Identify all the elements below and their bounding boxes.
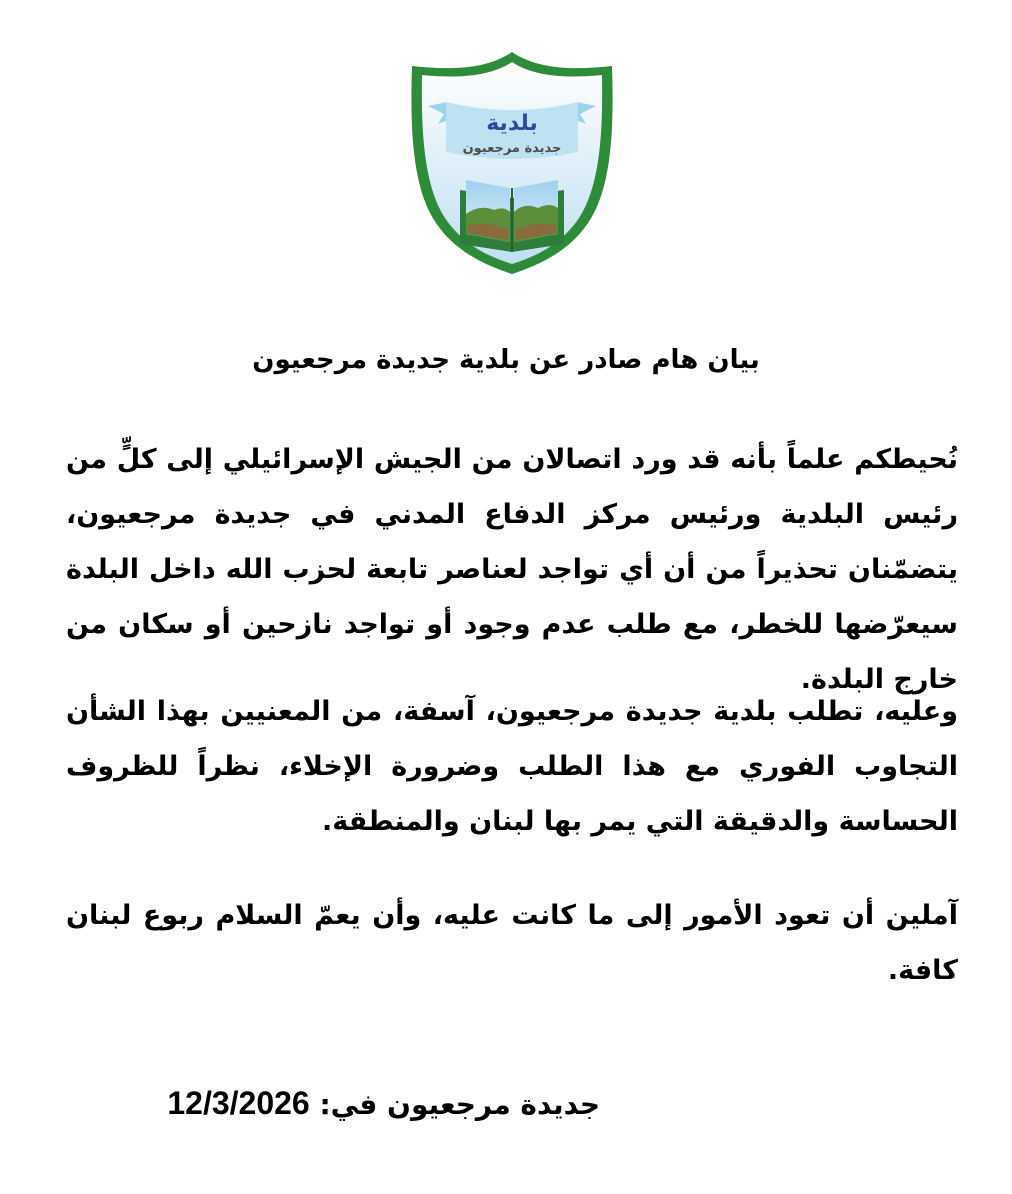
- logo-title-text: بلدية: [486, 111, 538, 136]
- paragraph-request: وعليه، تطلب بلدية جديدة مرجعيون، آسفة، من المعنيين بهذا الشأن التجاوب الفوري مع هذا الطلب وضرورة الإخلاء، نظراً للظروف الحساسة والدقيقة التي يمر بها لبنان والمنطقة.: [66, 696, 958, 837]
- logo-subtitle-text: جديدة مرجعيون: [462, 141, 562, 156]
- municipality-logo: [408, 48, 616, 278]
- paragraph-warning: نُحيطكم علماً بأنه قد ورد اتصالان من الجيش الإسرائيلي إلى كلٍّ من رئيس البلدية ورئيس مركز الدفاع المدني في جديدة مرجعيون، يتضمّنان تحذيراً من أن أي تواجد لعناصر تابعة لحزب الله داخل البلدة سيعرّضها للخطر، مع طلب عدم وجود أو تواجد نازحين أو سكان من خارج البلدة.: [66, 444, 958, 695]
- statement-title: بيان هام صادر عن بلدية جديدة مرجعيون: [252, 345, 760, 375]
- book-landscape-icon: [460, 180, 564, 252]
- signature-line: [150, 1080, 600, 1128]
- paragraph-hope: آملين أن تعود الأمور إلى ما كانت عليه، وأن يعمّ السلام ربوع لبنان كافة.: [66, 900, 958, 986]
- place-label: جديدة مرجعيون في:: [319, 1088, 600, 1121]
- issue-date: 12/3/2026: [167, 1085, 310, 1121]
